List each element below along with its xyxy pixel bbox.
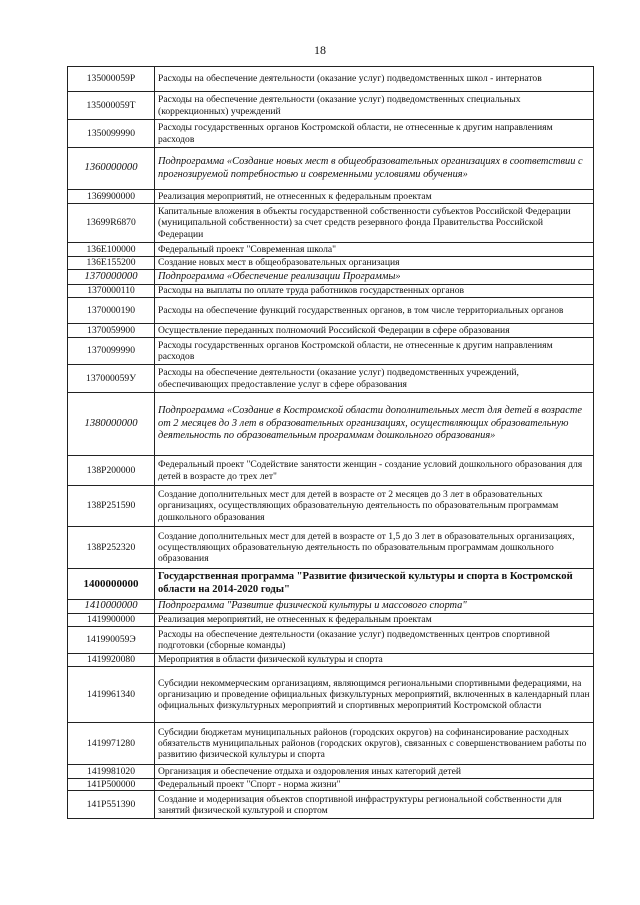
row-description: Капитальные вложения в объекты государственной собственности субъектов Российской Федерации (муниципальной собственности) за счет средств резервного фонда Правительства Российской Федерации [155,204,594,243]
row-code: 1400000000 [68,569,155,600]
row-description: Подпрограмма "Развитие физической культуры и массового спорта" [155,600,594,614]
row-description: Подпрограмма «Создание в Костромской области дополнительных мест для детей в возрасте от 2 месяцев до 3 лет в образовательных организациях, осуществляющих образовательную деятельность по образовательным программам дошкольного образования» [155,393,594,456]
row-description: Расходы на выплаты по оплате труда работников государственных органов [155,285,594,298]
row-description: Федеральный проект "Содействие занятости женщин - создание условий дошкольного образования для детей в возрасте до трех лет" [155,456,594,486]
row-description: Государственная программа "Развитие физической культуры и спорта в Костромской области на 2014-2020 годы" [155,569,594,600]
row-code: 1419971280 [68,723,155,765]
row-code: 1369900000 [68,190,155,204]
row-description: Расходы государственных органов Костромской области, не отнесенные к другим направлениям расходов [155,338,594,365]
row-description: Расходы на обеспечение функций государственных органов, в том числе территориальных органов [155,298,594,324]
row-description: Субсидии некоммерческим организациям, являющимся региональными спортивными федерациями, на организацию и проведение официальных физкультурных мероприятий, включенных в календарный план официальных физкультурных мероприятий и спортивных мероприятий Костромской области [155,667,594,723]
budget-code-table [67,66,594,819]
table-row [68,338,594,365]
row-code: 1419961340 [68,667,155,723]
row-code: 1380000000 [68,393,155,456]
row-description: Расходы государственных органов Костромской области, не отнесенные к другим направлениям расходов [155,120,594,148]
row-description: Расходы на обеспечение деятельности (оказание услуг) подведомственных учреждений, обеспечивающих предоставление услуг в сфере образования [155,365,594,393]
table-row [68,667,594,723]
row-description: Создание и модернизация объектов спортивной инфраструктуры региональной собственности для занятий физической культурой и спортом [155,791,594,819]
row-description: Создание дополнительных мест для детей в возрасте от 1,5 до 3 лет в образовательных организациях, осуществляющих образовательную деятельность по образовательным программам дошкольного образования [155,527,594,569]
row-code: 141Р500000 [68,779,155,791]
table-row [68,92,594,120]
table-row [68,365,594,393]
row-code: 135000059Т [68,92,155,120]
table-row [68,779,594,791]
row-code: 136Е100000 [68,243,155,257]
row-code: 1350099990 [68,120,155,148]
row-description: Подпрограмма «Создание новых мест в общеобразовательных организациях в соответствии с прогнозируемой потребностью и современными условиями обучения» [155,148,594,190]
row-code: 1419900000 [68,614,155,627]
row-code: 1410000000 [68,600,155,614]
table-row [68,324,594,338]
row-code: 135000059Р [68,67,155,92]
table-row [68,791,594,819]
row-code: 1370000000 [68,270,155,285]
row-code: 136Е155200 [68,257,155,270]
row-description: Осуществление переданных полномочий Российской Федерации в сфере образования [155,324,594,338]
row-code: 141Р551390 [68,791,155,819]
row-description: Реализация мероприятий, не отнесенных к федеральным проектам [155,190,594,204]
row-description: Федеральный проект "Спорт - норма жизни" [155,779,594,791]
table-row [68,393,594,456]
row-description: Расходы на обеспечение деятельности (оказание услуг) подведомственных центров спортивной подготовки (сборные команды) [155,627,594,654]
row-code: 1370000110 [68,285,155,298]
row-description: Расходы на обеспечение деятельности (оказание услуг) подведомственных специальных (коррекционных) учреждений [155,92,594,120]
row-code: 1370000190 [68,298,155,324]
row-description: Субсидии бюджетам муниципальных районов (городских округов) на софинансирование расходных обязательств муниципальных районов (городских округов), связанных с совершенствованием работы по развитию физической культуры и спорта [155,723,594,765]
table-row [68,527,594,569]
table-row [68,257,594,270]
table-row [68,298,594,324]
row-code: 1370099990 [68,338,155,365]
table-row [68,190,594,204]
row-code: 1419920080 [68,654,155,667]
table-row [68,204,594,243]
row-description: Мероприятия в области физической культуры и спорта [155,654,594,667]
table-row [68,654,594,667]
row-code: 138Р200000 [68,456,155,486]
page-number: 18 [314,43,326,57]
table-row [68,723,594,765]
table-row [68,270,594,285]
table-row [68,67,594,92]
row-description: Реализация мероприятий, не отнесенных к федеральным проектам [155,614,594,627]
table-row [68,486,594,527]
table-row [68,243,594,257]
row-description: Федеральный проект "Современная школа" [155,243,594,257]
row-code: 1419981020 [68,765,155,779]
row-code: 1370059900 [68,324,155,338]
row-code: 138Р252320 [68,527,155,569]
row-description: Создание новых мест в общеобразовательных организация [155,257,594,270]
table-row [68,569,594,600]
table-row [68,148,594,190]
row-code: 137000059У [68,365,155,393]
table-row [68,120,594,148]
row-code: 13699R6870 [68,204,155,243]
table-row [68,614,594,627]
table-row [68,285,594,298]
row-code: 141990059Э [68,627,155,654]
row-description: Расходы на обеспечение деятельности (оказание услуг) подведомственных школ - интернатов [155,67,594,92]
row-description: Подпрограмма «Обеспечение реализации Программы» [155,270,594,285]
row-description: Организация и обеспечение отдыха и оздоровления иных категорий детей [155,765,594,779]
table-row [68,600,594,614]
row-code: 1360000000 [68,148,155,190]
table-row [68,627,594,654]
table-row [68,456,594,486]
row-code: 138Р251590 [68,486,155,527]
table-row [68,765,594,779]
row-description: Создание дополнительных мест для детей в возрасте от 2 месяцев до 3 лет в образовательных организациях, осуществляющих образовательную деятельность по образовательным программам дошкольного образования [155,486,594,527]
table-body [68,67,594,819]
